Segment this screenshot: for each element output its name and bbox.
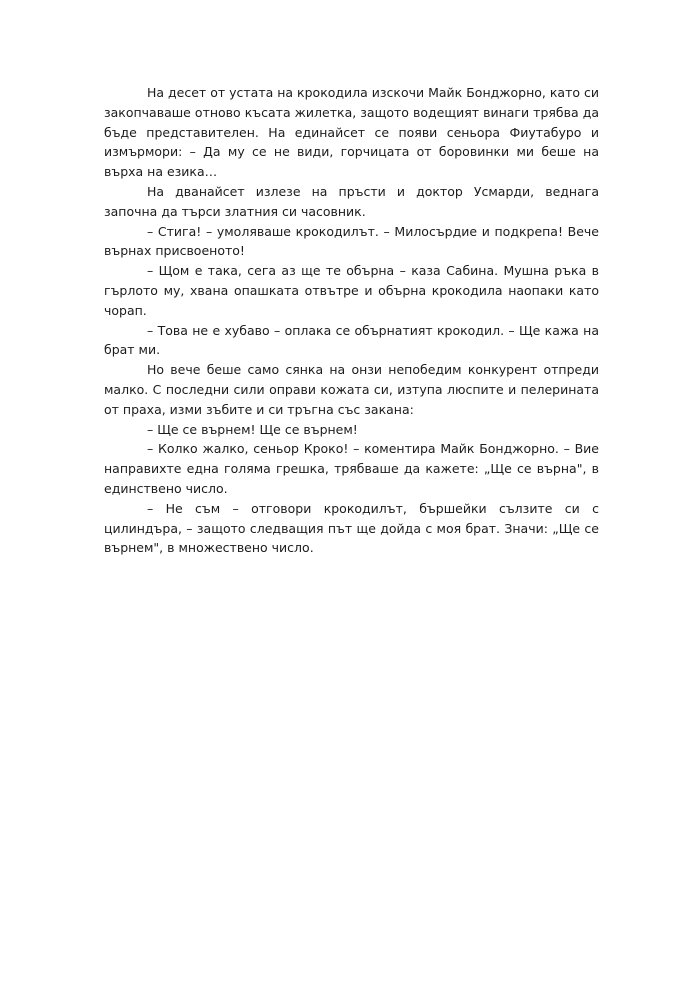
paragraph-2: На дванайсет излезе на пръсти и доктор Усмарди, веднага започна да търси златния си часовник. xyxy=(104,183,599,219)
paragraph-9: – Не съм – отговори крокодилът, бършейки сълзите си с цилиндъра, – защото следващия път ще дойда с моя брат. Значи: „Ще се върнем", в множествено число. xyxy=(104,500,599,556)
paragraph-7: – Ще се върнем! Ще се върнем! xyxy=(147,421,358,437)
paragraph-8: – Колко жалко, сеньор Кроко! – коментира Майк Бонджорно. – Вие направихте една голяма грешка, трябваше да кажете: „Ще се върна", в единствено число. xyxy=(104,441,599,496)
document-body xyxy=(104,83,599,558)
paragraph-5: – Това не е хубаво – оплака се обърнатият крокодил. – Ще кажа на брат ми. xyxy=(104,322,599,358)
paragraph-4: – Щом е така, сега аз ще те обърна – каза Сабина. Мушна ръка в гърлото му, хвана опашката отвътре и обърна крокодила наопаки като чорап. xyxy=(104,263,599,318)
paragraph-1: На десет от устата на крокодила изскочи Майк Бонджорно, като си закопчаваше отново късата жилетка, защото водещият винаги трябва да бъде представителен. На единайсет се появи сеньора Фиутабуро и измърмори: – Да му се не види, горчицата от боровинки ми беше на върха на езика… xyxy=(104,85,599,180)
paragraph-6: Но вече беше само сянка на онзи непобедим конкурент отпреди малко. С последни сили оправи кожата си, изтупа люспите и пелерината от праха, изми зъбите и си тръгна със закана: xyxy=(104,362,599,417)
paragraph-3: – Стига! – умоляваше крокодилът. – Милосърдие и подкрепа! Вече върнах присвоеното! xyxy=(104,223,599,259)
